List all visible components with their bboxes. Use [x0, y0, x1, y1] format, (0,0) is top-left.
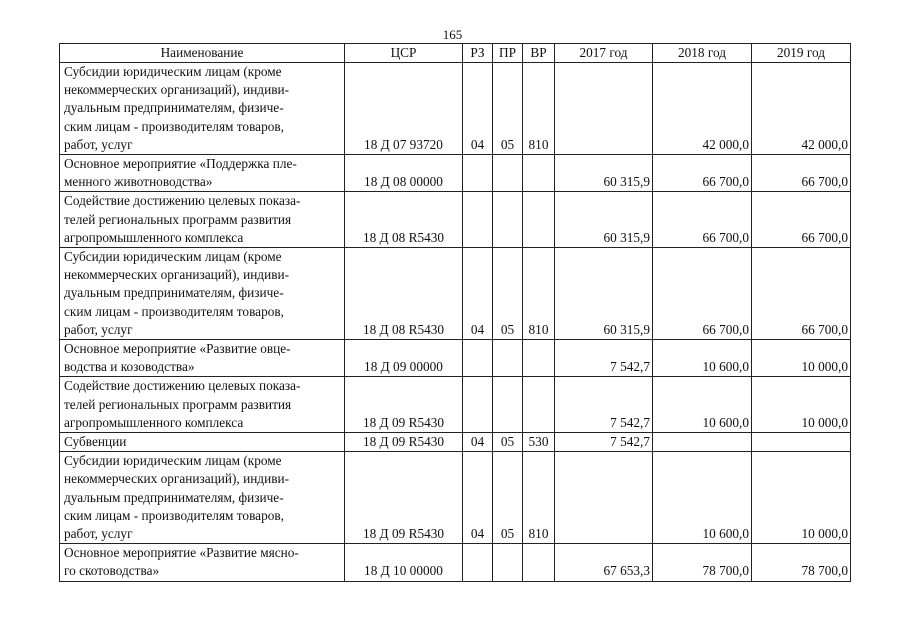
row-name-cell	[60, 192, 345, 248]
row-csr-cell: 18 Д 09 00000	[345, 340, 463, 377]
row-2017-cell: 7 542,7	[555, 377, 653, 433]
budget-table	[59, 43, 851, 582]
row-name-cell	[60, 155, 345, 192]
row-name-line: Содействие достижению целевых показа-	[64, 378, 301, 394]
row-name-line: Содействие достижению целевых показа-	[64, 193, 301, 209]
row-2018-cell: 10 600,0	[653, 377, 752, 433]
row-name-cell	[60, 377, 345, 433]
row-name-line: агропромышленного комплекса	[64, 414, 244, 430]
table-row	[60, 377, 851, 433]
row-name-line: Основное мероприятие «Развитие мясно-	[64, 545, 299, 561]
row-vr-cell	[523, 544, 555, 581]
row-2018-cell: 66 700,0	[653, 248, 752, 340]
row-2019-cell: 42 000,0	[752, 63, 851, 155]
row-2018-cell: 66 700,0	[653, 155, 752, 192]
column-header-vr: ВР	[523, 44, 555, 63]
row-2019-cell: 66 700,0	[752, 192, 851, 248]
row-name-cell	[60, 63, 345, 155]
row-2017-cell: 67 653,3	[555, 544, 653, 581]
row-2017-cell: 60 315,9	[555, 248, 653, 340]
column-header-pr: ПР	[493, 44, 523, 63]
row-pr-cell	[493, 340, 523, 377]
row-csr-cell: 18 Д 10 00000	[345, 544, 463, 581]
row-name-line: Субвенции	[64, 434, 127, 450]
row-name-line: менного животноводства»	[64, 174, 213, 190]
row-csr-cell: 18 Д 09 R5430	[345, 377, 463, 433]
row-2017-cell	[555, 452, 653, 544]
column-header-rz: РЗ	[463, 44, 493, 63]
row-vr-cell: 810	[523, 63, 555, 155]
table-row	[60, 192, 851, 248]
row-name-line: работ, услуг	[64, 321, 133, 337]
row-name-line: некоммерческих организаций), индиви-	[64, 471, 290, 487]
row-name-line: работ, услуг	[64, 526, 133, 542]
row-2018-cell: 10 600,0	[653, 340, 752, 377]
row-name-line: ским лицам - производителям товаров,	[64, 303, 284, 319]
row-name-line: некоммерческих организаций), индиви-	[64, 267, 290, 283]
row-name-cell	[60, 452, 345, 544]
row-name-line: Субсидии юридическим лицам (кроме	[64, 64, 282, 79]
row-csr-cell: 18 Д 08 R5430	[345, 248, 463, 340]
row-name-line: ским лицам - производителям товаров,	[64, 507, 284, 523]
row-name-line: ским лицам - производителям товаров,	[64, 118, 284, 134]
row-2017-cell: 7 542,7	[555, 340, 653, 377]
row-2019-cell: 78 700,0	[752, 544, 851, 581]
row-name-cell	[60, 340, 345, 377]
row-2019-cell: 10 000,0	[752, 452, 851, 544]
row-rz-cell	[463, 155, 493, 192]
row-csr-cell: 18 Д 09 R5430	[345, 452, 463, 544]
row-csr-cell: 18 Д 08 R5430	[345, 192, 463, 248]
row-name-line: дуальным предпринимателям, физиче-	[64, 489, 284, 505]
row-pr-cell	[493, 377, 523, 433]
row-vr-cell	[523, 340, 555, 377]
row-2017-cell: 7 542,7	[555, 433, 653, 452]
row-pr-cell: 05	[493, 248, 523, 340]
row-vr-cell: 810	[523, 452, 555, 544]
row-name-line: дуальным предпринимателям, физиче-	[64, 100, 284, 116]
column-header-2017: 2017 год	[555, 44, 653, 63]
row-pr-cell	[493, 544, 523, 581]
row-pr-cell: 05	[493, 63, 523, 155]
row-name-line: агропромышленного комплекса	[64, 229, 244, 245]
row-2019-cell: 66 700,0	[752, 248, 851, 340]
row-2017-cell	[555, 63, 653, 155]
row-2017-cell: 60 315,9	[555, 192, 653, 248]
table-row	[60, 155, 851, 192]
row-name-line: Основное мероприятие «Развитие овце-	[64, 341, 291, 357]
row-rz-cell	[463, 340, 493, 377]
row-pr-cell: 05	[493, 433, 523, 452]
column-header-name: Наименование	[60, 44, 345, 63]
row-name-cell	[60, 248, 345, 340]
row-2018-cell	[653, 433, 752, 452]
row-name-line: Субсидии юридическим лицам (кроме	[64, 453, 282, 469]
row-vr-cell: 810	[523, 248, 555, 340]
table-body	[60, 63, 851, 582]
row-2019-cell	[752, 433, 851, 452]
row-vr-cell	[523, 192, 555, 248]
row-name-line: телей региональных программ развития	[64, 396, 292, 412]
row-name-cell	[60, 433, 345, 452]
row-name-line: водства и козоводства»	[64, 359, 195, 375]
row-rz-cell: 04	[463, 63, 493, 155]
table-row	[60, 452, 851, 544]
row-name-line: го скотоводства»	[64, 563, 160, 579]
row-2019-cell: 10 000,0	[752, 340, 851, 377]
column-header-2019: 2019 год	[752, 44, 851, 63]
column-header-csr: ЦСР	[345, 44, 463, 63]
header-row	[60, 44, 851, 63]
row-2018-cell: 42 000,0	[653, 63, 752, 155]
row-rz-cell	[463, 544, 493, 581]
row-pr-cell	[493, 192, 523, 248]
row-vr-cell	[523, 377, 555, 433]
row-name-line: телей региональных программ развития	[64, 211, 292, 227]
table-row	[60, 544, 851, 581]
row-vr-cell	[523, 155, 555, 192]
table-row	[60, 340, 851, 377]
row-name-line: работ, услуг	[64, 136, 133, 152]
row-pr-cell: 05	[493, 452, 523, 544]
row-rz-cell: 04	[463, 452, 493, 544]
row-pr-cell	[493, 155, 523, 192]
column-header-2018: 2018 год	[653, 44, 752, 63]
row-2018-cell: 10 600,0	[653, 452, 752, 544]
table-row	[60, 63, 851, 155]
row-rz-cell	[463, 377, 493, 433]
row-name-line: некоммерческих организаций), индиви-	[64, 82, 290, 98]
table-row	[60, 248, 851, 340]
row-csr-cell: 18 Д 08 00000	[345, 155, 463, 192]
row-2018-cell: 78 700,0	[653, 544, 752, 581]
row-2018-cell: 66 700,0	[653, 192, 752, 248]
table-row	[60, 433, 851, 452]
row-rz-cell: 04	[463, 433, 493, 452]
row-2019-cell: 66 700,0	[752, 155, 851, 192]
row-csr-cell: 18 Д 09 R5430	[345, 433, 463, 452]
row-name-line: Основное мероприятие «Поддержка пле-	[64, 156, 297, 172]
row-csr-cell: 18 Д 07 93720	[345, 63, 463, 155]
row-rz-cell	[463, 192, 493, 248]
row-2019-cell: 10 000,0	[752, 377, 851, 433]
page-number: 165	[442, 27, 463, 42]
row-name-line: Субсидии юридическим лицам (кроме	[64, 249, 282, 265]
row-name-line: дуальным предпринимателям, физиче-	[64, 285, 284, 301]
row-2017-cell: 60 315,9	[555, 155, 653, 192]
row-rz-cell: 04	[463, 248, 493, 340]
row-name-cell	[60, 544, 345, 581]
row-vr-cell: 530	[523, 433, 555, 452]
